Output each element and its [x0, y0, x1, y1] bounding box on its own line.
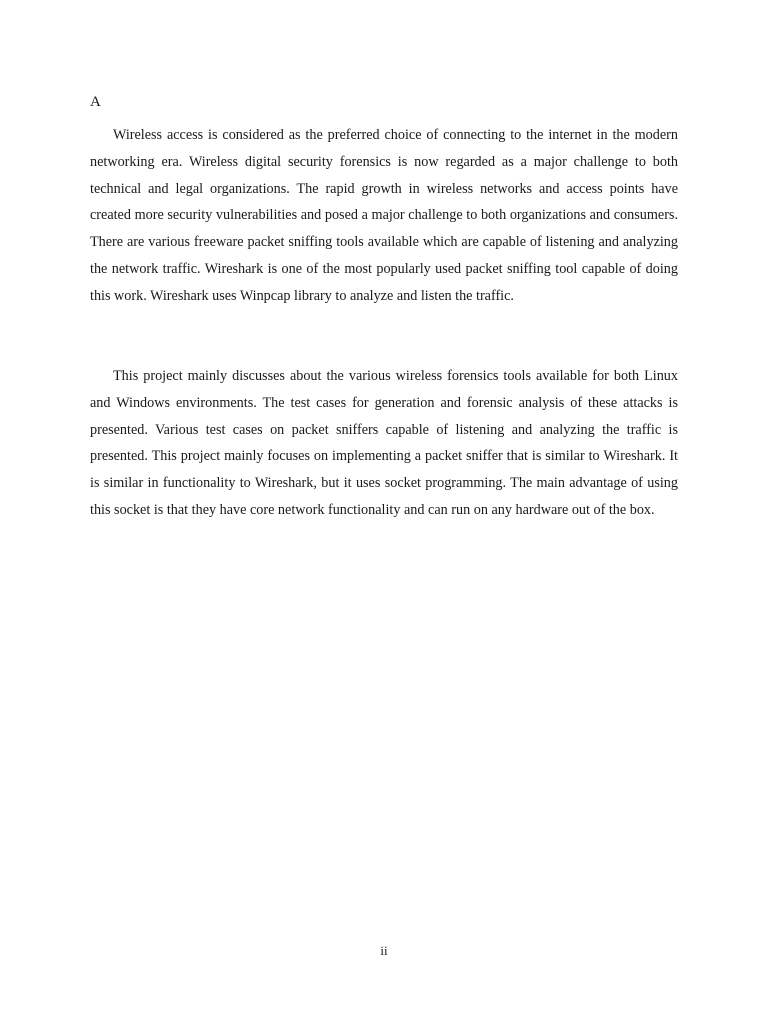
section-heading: A [90, 94, 101, 110]
paragraph-2: This project mainly discusses about the various wireless forensics tools available for both Linux and Windows environments. The test cases for generation and forensic analysis of these attacks is presented. Various test cases on packet sniffers capable of listening and analyzing the traffic is presented. This project mainly focuses on implementing a packet sniffer that is similar to Wireshark. It is similar in functionality to Wireshark, but it uses socket programming. The main advantage of using this socket is that they have core network functionality and can run on any hardware out of the box. [90, 368, 678, 518]
paragraph-1: Wireless access is considered as the preferred choice of connecting to the internet in the modern networking era. Wireless digital security forensics is now regarded as a major challenge to both technical and legal organizations. The rapid growth in wireless networks and access points have created more security vulnerabilities and posed a major challenge to both organizations and consumers. There are various freeware packet sniffing tools available which are capable of listening and analyzing the network traffic. Wireshark is one of the most popularly used packet sniffing tool capable of doing this work. Wireshark uses Winpcap library to analyze and listen the traffic. [90, 127, 678, 304]
page-number: ii [380, 943, 388, 958]
